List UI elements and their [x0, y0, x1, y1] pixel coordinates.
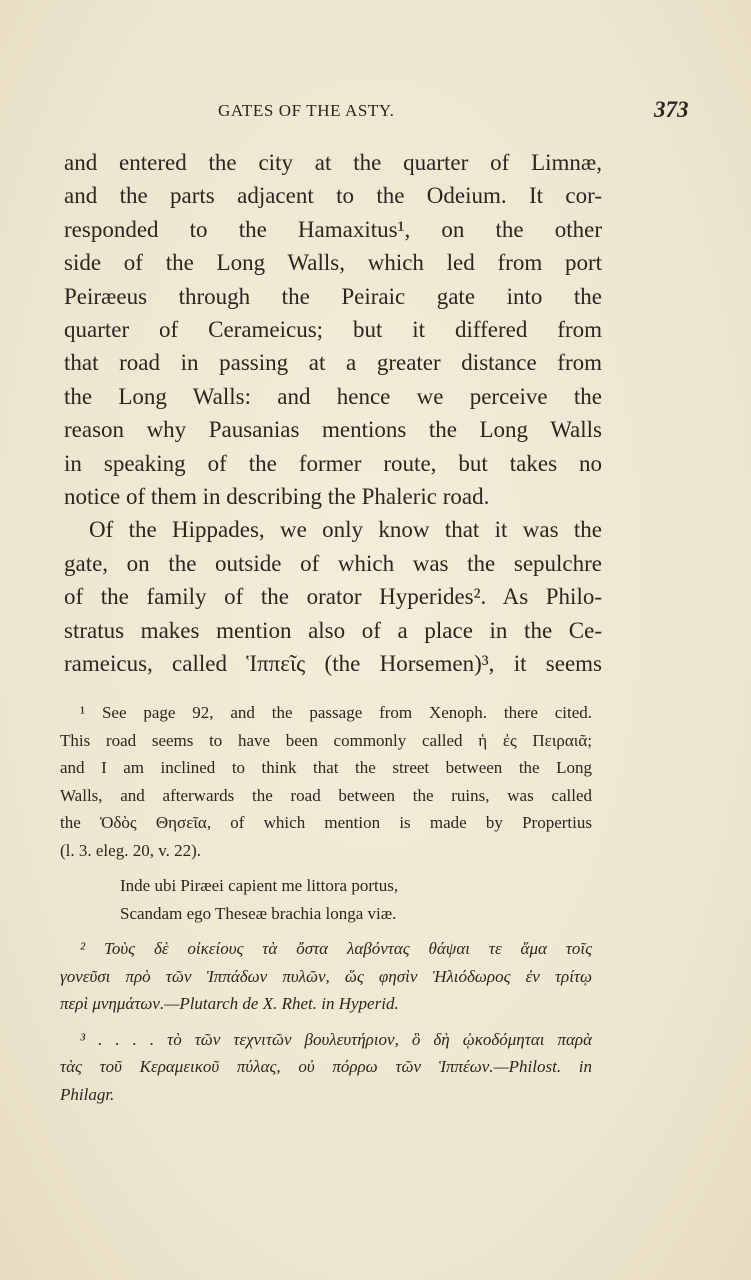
body-line: Peiræeus through the Peiraic gate into the [64, 283, 602, 309]
body-line: Of the Hippades, we only know that it was the [89, 517, 602, 543]
footnote-line: γονεῦσι πρὸ τῶν Ἱππάδων πυλῶν, ὥς φησὶν Ἡλιόδωρος ἐν τρίτῳ [60, 966, 592, 986]
body-line: responded to the Hamaxitus¹, on the other [64, 216, 602, 242]
footnote-line: Walls, and afterwards the road between the ruins, was called [60, 785, 592, 805]
footnote-line: ² Τοὺς δὲ οἰκείους τὰ ὄστα λαβόντας θάψαι τε ἅμα τοῖς [80, 939, 592, 958]
page-header [0, 97, 751, 127]
body-line: side of the Long Walls, which led from port [64, 250, 602, 276]
body-line: in speaking of the former route, but takes no [64, 450, 602, 476]
footnote-line: Philagr. [60, 1084, 115, 1104]
footnote-1 [60, 699, 592, 864]
body-line: and entered the city at the quarter of Limnæ, [64, 150, 602, 175]
verse-quotation [60, 872, 592, 927]
footnote-line: and I am inclined to think that the street between the Long [60, 758, 592, 777]
body-line: notice of them in describing the Phaleric road. [64, 484, 490, 510]
body-line: of the family of the orator Hyperides². As Philo- [64, 584, 602, 610]
footnote-line: the Ὁδὸς Θησεῖα, of which mention is made by Propertius [60, 813, 592, 832]
footnote-line: τὰς τοῦ Κεραμεικοῦ πύλας, οὐ πόρρω τῶν Ἱππέων.—Philost. in [60, 1057, 592, 1076]
body-line: stratus makes mention also of a place in the Ce- [64, 617, 602, 643]
body-line: the Long Walls: and hence we perceive the [64, 383, 602, 409]
page-number: 373 [654, 97, 689, 122]
footnote-line: (l. 3. eleg. 20, v. 22). [60, 840, 202, 860]
body-line: rameicus, called Ἱππεῖς (the Horsemen)³, it seems [64, 651, 602, 677]
footnote-line: περὶ μνημάτων.—Plutarch de X. Rhet. in Hyperid. [60, 994, 399, 1013]
footnote-line: ¹ See page 92, and the passage from Xenoph. there cited. [80, 703, 592, 722]
body-line: and the parts adjacent to the Odeium. It cor- [64, 183, 602, 209]
running-head: GATES OF THE ASTY. [218, 101, 395, 120]
body-line: reason why Pausanias mentions the Long Walls [64, 417, 602, 443]
verse-line: Scandam ego Theseæ brachia longa viæ. [120, 903, 397, 923]
footnotes [60, 699, 592, 1116]
footnote-3 [60, 1026, 592, 1109]
body-text [64, 146, 602, 681]
footnote-line: This road seems to have been commonly called ἡ ἐς Πειραιᾶ; [60, 730, 592, 750]
footnote-2 [60, 935, 592, 1018]
footnote-line: ³ . . . . τὸ τῶν τεχνιτῶν βουλευτήριον, ὃ δὴ ᾠκοδόμηται παρὰ [80, 1029, 592, 1049]
body-line: that road in passing at a greater distance from [64, 350, 602, 376]
verse-line: Inde ubi Piræei capient me littora portus, [120, 876, 399, 895]
body-line: quarter of Cerameicus; but it differed from [64, 317, 602, 343]
body-line: gate, on the outside of which was the sepulchre [64, 550, 602, 576]
